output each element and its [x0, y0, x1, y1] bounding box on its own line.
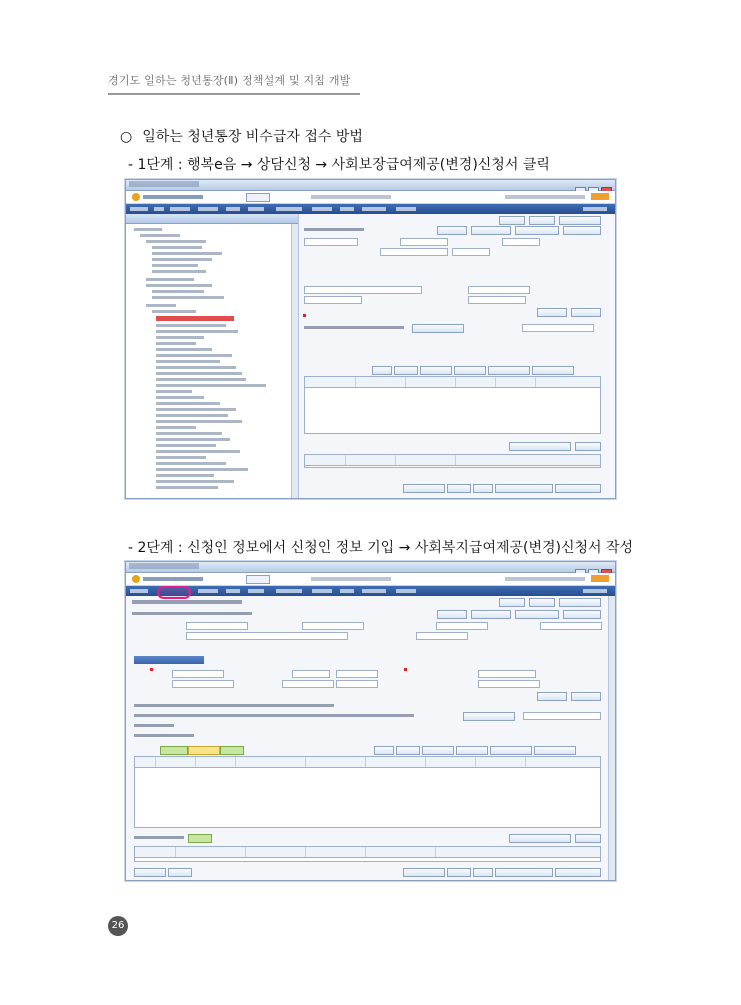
footer-button: [447, 868, 471, 877]
input-field: [304, 296, 362, 304]
screenshot-step-2: [125, 561, 616, 881]
menu-item: [154, 207, 164, 211]
app-menubar: [126, 586, 615, 596]
tree-node: [156, 462, 226, 465]
grid-button: [160, 746, 188, 755]
form-label: [304, 326, 404, 329]
grid-column: [245, 847, 246, 857]
input-field: [523, 712, 601, 720]
window-title-placeholder: [129, 181, 199, 187]
tree-node: [152, 310, 196, 313]
input-field: [478, 680, 540, 688]
grid-column: [455, 455, 456, 465]
org-select: [246, 193, 270, 202]
grid-button: [532, 366, 574, 375]
input-field: [502, 238, 540, 246]
app-logo-text: [143, 577, 203, 581]
grid-column: [475, 757, 476, 767]
menu-item: [340, 207, 354, 211]
grid-button: [456, 746, 488, 755]
tree-node: [156, 420, 242, 423]
step-2-caption: - 2단계 : 신청인 정보에서 신청인 정보 기입 → 사회복지급여제공(변경)신청서 작성: [128, 540, 634, 556]
toolbar-button: [529, 598, 555, 607]
session-info-placeholder: [505, 577, 585, 581]
grid-header: [305, 455, 600, 466]
grid-button: [394, 366, 418, 375]
grid-button: [454, 366, 486, 375]
toolbar-button: [559, 216, 601, 225]
form-button: [471, 610, 511, 619]
input-field: [336, 680, 378, 688]
tree-node: [156, 432, 222, 435]
input-field: [172, 670, 224, 678]
required-mark: [404, 668, 407, 671]
toolbar-button: [559, 598, 601, 607]
grid-column: [345, 455, 346, 465]
input-field: [540, 622, 602, 630]
tree-node: [156, 426, 196, 429]
grid-button: [488, 366, 530, 375]
section-heading-text: 일하는 청년통장 비수급자 접수 방법: [142, 129, 363, 145]
input-field: [522, 324, 594, 332]
form-label: [132, 612, 252, 615]
app-logo-icon: [132, 575, 140, 583]
tree-node: [156, 486, 218, 489]
form-label: [134, 714, 414, 717]
tree-node: [140, 234, 180, 237]
application-pane: [302, 214, 615, 498]
header-rule: [108, 93, 360, 95]
grid-column: [305, 757, 306, 767]
menu-item: [170, 207, 190, 211]
menu-item: [396, 207, 416, 211]
footer-button: [403, 484, 445, 493]
tree-node: [156, 342, 196, 345]
step-1-caption: - 1단계 : 행복e음 → 상담신청 → 사회보장급여제공(변경)신청서 클릭: [128, 157, 550, 173]
grid-column: [495, 377, 496, 387]
form-button: [563, 610, 601, 619]
menu-item: [583, 207, 607, 211]
menu-item: [248, 589, 264, 593]
menu-item: [340, 589, 354, 593]
tree-node: [156, 372, 242, 375]
input-field: [452, 248, 490, 256]
grid-column: [365, 847, 366, 857]
tree-node: [156, 474, 214, 477]
menu-item: [276, 207, 302, 211]
grid-column: [365, 757, 366, 767]
tree-node: [134, 228, 162, 231]
app-logo-icon: [132, 193, 140, 201]
tree-node: [156, 324, 226, 327]
form-button: [537, 308, 567, 317]
required-mark: [303, 314, 306, 317]
tree-node: [156, 360, 220, 363]
window-content: [126, 214, 615, 498]
form-title: [132, 600, 242, 604]
tree-node: [152, 264, 198, 267]
tree-node: [156, 438, 230, 441]
grid-button: [490, 746, 532, 755]
form-button: [571, 692, 601, 701]
input-field: [400, 238, 448, 246]
form-tab-active: [134, 656, 204, 664]
app-logobar: [126, 573, 615, 586]
grid-column: [525, 757, 526, 767]
menu-item: [248, 207, 264, 211]
toolbar-button: [529, 216, 555, 225]
input-field: [468, 286, 530, 294]
tree-node: [156, 444, 216, 447]
tree-node: [146, 304, 176, 307]
grid-button: [534, 746, 576, 755]
tree-node: [156, 480, 234, 483]
grid-column: [455, 377, 456, 387]
tree-node: [146, 284, 212, 287]
toolbar-button: [499, 598, 525, 607]
tree-node: [156, 402, 220, 405]
user-info-placeholder: [311, 577, 391, 581]
session-info-placeholder: [505, 195, 585, 199]
applicant-grid: [134, 756, 601, 828]
grid-column: [305, 847, 306, 857]
tree-node: [156, 348, 212, 351]
tree-node: [156, 450, 240, 453]
bullet-circle: ○: [120, 129, 133, 145]
toolbar-button: [499, 216, 525, 225]
tree-node: [156, 336, 204, 339]
menu-item: [276, 589, 302, 593]
tree-node: [152, 246, 202, 249]
grid-column: [195, 757, 196, 767]
input-field: [186, 632, 348, 640]
input-field: [380, 248, 448, 256]
grid-button: [220, 746, 244, 755]
grid-header: [135, 757, 600, 768]
org-select: [246, 575, 270, 584]
grid-button: [422, 746, 454, 755]
app-logobar: [126, 191, 615, 204]
menu-item: [583, 589, 607, 593]
tree-node: [152, 270, 206, 273]
input-field: [336, 670, 378, 678]
menu-item: [130, 589, 148, 593]
grid-button: [575, 442, 601, 451]
menu-item: [362, 589, 386, 593]
summary-grid: [304, 454, 601, 468]
input-field: [302, 622, 364, 630]
grid-button: [372, 366, 392, 375]
menu-tree: [126, 214, 299, 498]
running-header: 경기도 일하는 청년통장(Ⅱ) 정책설계 및 지침 개발: [108, 74, 351, 87]
section-heading: [120, 126, 363, 146]
grid-button: [188, 834, 212, 843]
input-field: [172, 680, 234, 688]
menu-item: [198, 589, 218, 593]
input-field: [436, 622, 488, 630]
app-menubar: [126, 204, 615, 214]
logout-icon: [591, 193, 609, 200]
menu-item: [226, 589, 240, 593]
tree-node: [156, 378, 246, 381]
input-field: [478, 670, 536, 678]
menu-item: [198, 207, 218, 211]
form-button: [437, 610, 467, 619]
grid-button: [509, 442, 571, 451]
grid-column: [535, 377, 536, 387]
grid-column: [355, 377, 356, 387]
footer-button: [168, 868, 192, 877]
input-field: [416, 632, 468, 640]
tree-node: [152, 290, 204, 293]
footer-button: [134, 868, 166, 877]
required-mark: [150, 668, 153, 671]
input-field: [304, 286, 422, 294]
form-button: [515, 226, 559, 235]
form-button: [437, 226, 467, 235]
grid-column: [175, 847, 176, 857]
tree-node: [156, 456, 206, 459]
form-label: [134, 724, 174, 727]
logout-icon: [591, 575, 609, 582]
screenshot-step-1: [125, 179, 616, 499]
window-content: [126, 596, 615, 880]
tree-node: [152, 296, 224, 299]
tree-node: [156, 390, 192, 393]
window-title-placeholder: [129, 563, 199, 569]
input-field: [282, 680, 334, 688]
app-logo-text: [143, 195, 203, 199]
grid-column: [405, 377, 406, 387]
menu-item: [312, 207, 332, 211]
footer-button: [473, 868, 493, 877]
footer-button: [495, 484, 553, 493]
window-titlebar: [126, 562, 615, 573]
menu-item: [226, 207, 240, 211]
form-button: [412, 324, 464, 333]
window-titlebar: [126, 180, 615, 191]
form-button: [515, 610, 559, 619]
grid-button: [420, 366, 452, 375]
form-button: [563, 226, 601, 235]
tree-node: [146, 278, 194, 281]
menu-tree-header: [126, 214, 298, 224]
input-field: [186, 622, 248, 630]
footer-button: [403, 868, 445, 877]
tree-node: [156, 354, 232, 357]
summary-grid: [134, 846, 601, 862]
grid-button: [396, 746, 420, 755]
tree-node: [156, 330, 238, 333]
form-label: [134, 704, 334, 707]
form-button: [537, 692, 567, 701]
grid-column: [395, 455, 396, 465]
grid-column: [155, 757, 156, 767]
footer-button: [447, 484, 471, 493]
grid-button: [575, 834, 601, 843]
grid-button: [374, 746, 394, 755]
tree-node: [152, 258, 212, 261]
grid-column: [425, 757, 426, 767]
grid-header: [305, 377, 600, 388]
form-label: [134, 836, 184, 839]
grid-column: [235, 757, 236, 767]
grid-column: [435, 847, 436, 857]
page-number: 26: [108, 916, 128, 936]
form-label: [134, 734, 194, 737]
footer-button: [473, 484, 493, 493]
tree-scrollbar[interactable]: [291, 224, 298, 498]
grid-button: [509, 834, 571, 843]
form-scrollbar[interactable]: [608, 596, 615, 880]
form-label: [304, 228, 364, 231]
applicant-grid: [304, 376, 601, 434]
menu-item: [362, 207, 386, 211]
menu-item: [396, 589, 416, 593]
form-button: [471, 226, 511, 235]
tree-node: [156, 384, 266, 387]
form-button: [463, 712, 515, 721]
menu-item: [130, 207, 148, 211]
footer-button: [555, 868, 601, 877]
footer-button: [555, 484, 601, 493]
tree-node: [156, 468, 248, 471]
grid-header: [135, 847, 600, 858]
input-field: [468, 296, 526, 304]
footer-button: [495, 868, 553, 877]
tree-node: [156, 408, 236, 411]
tree-node: [156, 414, 228, 417]
user-info-placeholder: [311, 195, 391, 199]
grid-button: [188, 746, 220, 755]
form-button: [571, 308, 601, 317]
tree-node-selected: [156, 316, 234, 321]
menu-item: [312, 589, 332, 593]
tree-node: [156, 396, 204, 399]
input-field: [292, 670, 330, 678]
input-field: [304, 238, 358, 246]
tree-node: [152, 252, 222, 255]
tree-node: [156, 366, 236, 369]
tree-node: [146, 240, 206, 243]
